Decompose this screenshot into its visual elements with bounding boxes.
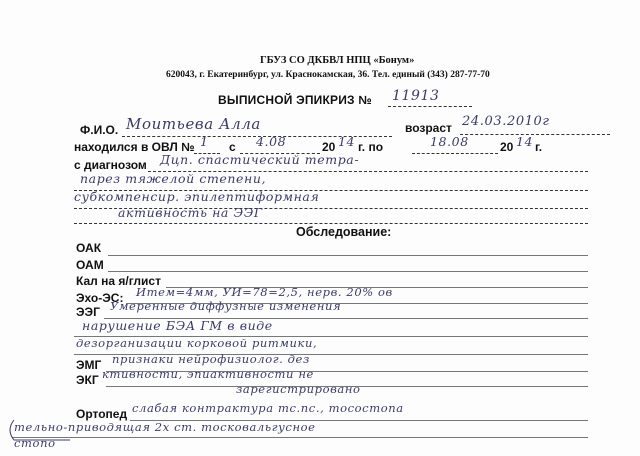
year1-value: 14 [338, 134, 356, 149]
eeg-line-2: нарушение БЭА ГМ в виде [82, 318, 273, 333]
ortho-label: Ортопед [76, 407, 128, 421]
diagnosis-line-4: активность на ЭЭГ [118, 205, 263, 220]
summary-number: 11913 [392, 88, 440, 104]
kal-label: Кал на я/глист [76, 274, 161, 288]
diagnosis-line-1: Дцп. спастический тетра- [160, 152, 360, 167]
year2-prefix: 20 [500, 140, 514, 154]
emg-label: ЭМГ [76, 358, 102, 372]
eeg-line-3: дезорганизации корковой ритмики, [76, 336, 318, 350]
age-label: возраст [405, 121, 452, 135]
to-value: 18.08 [430, 134, 469, 149]
exam-heading: Обследование: [296, 225, 392, 239]
org-name: ГБУЗ СО ДКБВЛ НПЦ «Бонум» [260, 55, 415, 66]
fio-label: Ф.И.О. [80, 123, 119, 137]
document-title: ВЫПИСНОЙ ЭПИКРИЗ № [218, 93, 372, 107]
diagnosis-line-2: парез тяжелой степени, [80, 171, 267, 186]
eeg-label: ЭЭГ [76, 305, 100, 319]
fio-value: Моитьева Алла [126, 115, 261, 133]
age-value: 24.03.2010г [462, 114, 550, 129]
ekg-label: ЭКГ [76, 373, 99, 387]
oam-label: ОАМ [76, 258, 104, 272]
ward-value: 1 [200, 134, 209, 149]
year2-value: 14 [516, 134, 534, 149]
oak-label: ОАК [76, 241, 102, 255]
ward-label: находился в ОВЛ № [74, 140, 195, 154]
echo-value: Итем=4мм, УИ=78=2,5, нерв. 20% ов [136, 285, 393, 299]
diagnosis-line-3: субкомпенсир. эпилептиформная [74, 189, 320, 204]
year1-prefix: 20 [322, 140, 336, 154]
ekg-value: ктивности, эпиактивности не [102, 367, 314, 381]
eeg-line-1: Умеренные диффузные изменения [110, 299, 342, 313]
echo-label: Эхо-ЭС: [76, 291, 124, 305]
emg-value: признаки нейрофизиолог. дез [112, 352, 310, 366]
diagnosis-label: с диагнозом [74, 158, 147, 172]
org-address: 620043, г. Екатеринбург, ул. Краснокамская, 36. Тел. единый (343) 287-77-70 [166, 70, 490, 80]
ortho-line-2: тельно-приводящая 2х ст. тосковальгусное [14, 420, 316, 434]
from-value: 4.08 [256, 134, 287, 149]
ortho-line-3: стопо [14, 436, 56, 450]
to-label: г. по [358, 140, 384, 154]
from-label: с [229, 140, 236, 154]
year2-suffix: г. [535, 140, 543, 154]
ekg-value-2: зарегистрировано [236, 382, 361, 396]
ortho-line-1: слабая контрактура тс.пс., тосостопа [132, 401, 404, 415]
